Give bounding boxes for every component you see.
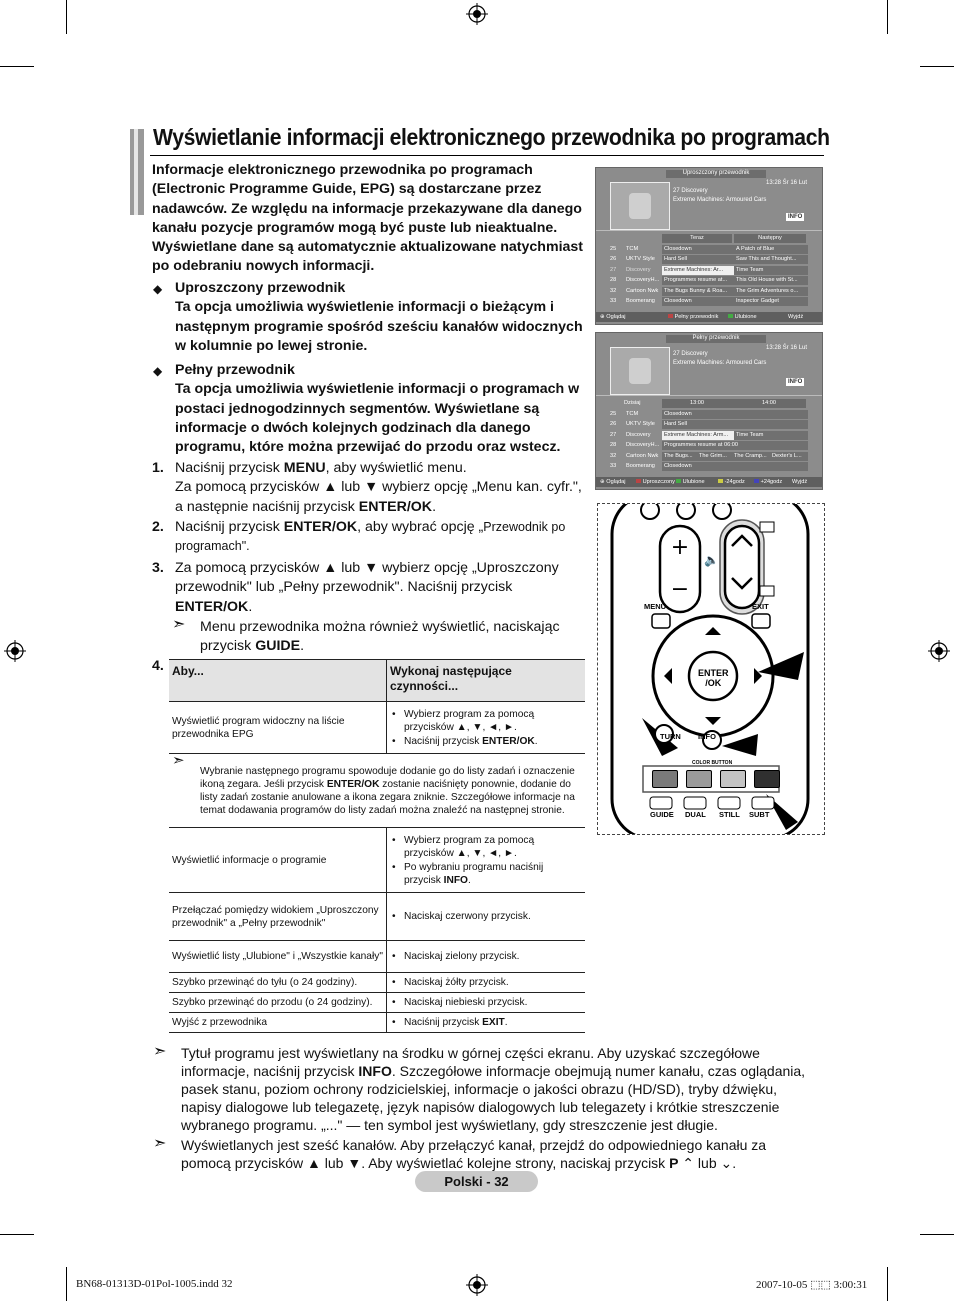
step-number: 2. bbox=[152, 519, 164, 535]
channel-number: 26 bbox=[610, 421, 617, 428]
exit-hint: Wyjdź bbox=[792, 479, 808, 485]
channel-name: Boomerang bbox=[626, 298, 655, 304]
now-program: Closedown bbox=[662, 297, 734, 306]
registration-mark-icon bbox=[466, 1274, 488, 1296]
crop-mark bbox=[0, 66, 34, 67]
diamond-bullet-icon: ◆ bbox=[153, 282, 163, 296]
program-slot: Time Team bbox=[734, 431, 808, 440]
program-thumbnail bbox=[610, 347, 670, 395]
green-key-hint: Ulubione bbox=[676, 477, 705, 487]
subtitle-button-label: SUBT bbox=[749, 810, 770, 819]
screen-channel: 27 Discovery bbox=[673, 188, 708, 194]
channel-name: UKTV Style bbox=[626, 421, 655, 428]
crop-mark bbox=[920, 66, 954, 67]
yellow-button bbox=[720, 770, 746, 788]
svg-text:−: − bbox=[670, 577, 690, 602]
crop-mark bbox=[0, 1234, 34, 1235]
program-slot: The Bugs... bbox=[662, 452, 697, 461]
crop-mark bbox=[887, 1267, 888, 1301]
next-program: A Patch of Blue bbox=[734, 245, 808, 254]
table-header: Wykonaj następujące czynności... bbox=[387, 660, 586, 702]
note-arrow-icon: ➣ bbox=[153, 1135, 167, 1152]
actions-table bbox=[169, 659, 585, 1033]
channel-name: UKTV Style bbox=[626, 256, 655, 263]
table-row: Przełączać pomiędzy widokiem „Uproszczony przewodnik" a „Pełny przewodnik" • Naciskaj czerwony przycisk. bbox=[169, 893, 585, 941]
channel-row bbox=[610, 276, 810, 285]
screen-datetime: 13:28 Śr 16 Lut bbox=[766, 180, 808, 186]
red-key-hint: Pełny przewodnik bbox=[668, 312, 718, 322]
step-number: 1. bbox=[152, 460, 164, 476]
exit-button-label: EXIT bbox=[752, 602, 769, 611]
date-slug: 2007-10-05 ⬚⬚ 3:00:31 bbox=[756, 1279, 868, 1291]
channel-name: Cartoon Nwk bbox=[626, 452, 659, 459]
channel-row bbox=[610, 297, 810, 306]
exit-hint: Wyjdź bbox=[788, 314, 804, 320]
page-title: Wyświetlanie informacji elektronicznego przewodnika po programach bbox=[153, 124, 830, 150]
channel-number: 27 bbox=[610, 266, 617, 273]
table-note-row: ➣ Wybranie następnego programu spowoduje dodanie go do listy zadań i oznaczenie ikoną zegara. Jeśli przycisk ENTER/OK zostanie naciśnięty ponownie, dodanie do listy zadań zostanie anulowane a ikona zegara zniknie. Szczegółowe informacje na temat dodawania programów do listy zadań można znaleźć na następnej stronie. bbox=[169, 754, 585, 828]
step-number: 4. bbox=[152, 658, 164, 674]
next-program: Inspector Gadget bbox=[734, 297, 808, 306]
program-slot: The Cramp... bbox=[732, 452, 770, 461]
next-program: This Old House with St... bbox=[734, 276, 808, 285]
channel-number: 26 bbox=[610, 256, 617, 263]
next-program: The Grim Adventures o... bbox=[734, 287, 808, 296]
title-accent-stripe bbox=[134, 129, 138, 215]
next-program: Saw This and Thought... bbox=[734, 255, 808, 264]
channel-number: 33 bbox=[610, 463, 617, 469]
screen-footer bbox=[596, 477, 822, 487]
table-header: Aby... bbox=[169, 660, 387, 702]
bullet-body: Ta opcja umożliwia wyświetlenie informacji o bieżącym i następnym programie spośród sześciu kanałów widocznych w kolumnie po lewej stronie. bbox=[175, 299, 583, 354]
crop-mark bbox=[920, 1234, 954, 1235]
bullet-full-guide bbox=[175, 361, 580, 457]
channel-row bbox=[610, 255, 810, 264]
info-badge: INFO bbox=[788, 379, 803, 385]
full-guide-screenshot bbox=[595, 332, 823, 490]
red-button bbox=[652, 770, 678, 788]
channel-number: 28 bbox=[610, 442, 617, 449]
program-slot: Hard Sell bbox=[662, 420, 808, 429]
program-slot: Extreme Machines: Arm... bbox=[662, 431, 734, 440]
guide-note: Menu przewodnika można również wyświetlić, naciskając przycisk GUIDE. bbox=[200, 619, 560, 655]
bullet-body: Ta opcja umożliwia wyświetlenie informacji o programach w postaci jednogodzinnych segmentów. Wyświetlane są informacje o dwóch kolejnych godzinach dla danego programu, które można przewijać do przodu oraz wstecz. bbox=[175, 381, 580, 456]
registration-mark-icon bbox=[466, 3, 488, 25]
channel-row bbox=[610, 431, 810, 440]
channel-name: TCM bbox=[626, 411, 639, 417]
channel-row bbox=[610, 287, 810, 296]
crop-mark bbox=[887, 0, 888, 34]
dual-button-label: DUAL bbox=[685, 810, 706, 819]
channel-name: DiscoveryH... bbox=[626, 442, 660, 449]
red-key-hint: Uproszczony bbox=[636, 477, 675, 487]
info-note: Tytuł programu jest wyświetlany na środku w górnej części ekranu. Aby uzyskać szczegółowe informacje, naciśnij przycisk INFO. Szczegółowe informacje obejmują numer kanału, czas oglądania, pasek stanu, poziom ochrony rodzicielskiej, informacje o jakości obrazu (HD/SD), tryby dźwięku, napisy dialogowe lub telegazetę, język napisów dialogowych lub telegazety i krótkie streszczenie wybranego programu. „..." — ten symbol jest wyświetlany, gdy streszczenie jest długie. bbox=[181, 1045, 806, 1133]
table-row: Wyświetlić program widoczny na liście przewodnika EPG • Wybierz program za pomocą przycisków ▲, ▼, ◄, ►. • Naciśnij przycisk ENTER/OK. bbox=[169, 702, 585, 754]
channel-row bbox=[610, 245, 810, 254]
column-header: Teraz bbox=[662, 234, 732, 243]
channel-row bbox=[610, 452, 810, 461]
note-arrow-icon: ➣ bbox=[172, 616, 186, 633]
table-row: Szybko przewinąć do przodu (o 24 godziny). • Naciskaj niebieski przycisk. bbox=[169, 993, 585, 1013]
bullet-simple-guide bbox=[175, 279, 590, 356]
step-2: Naciśnij przycisk ENTER/OK, aby wybrać opcję „Przewodnik po programach". bbox=[175, 519, 566, 554]
svg-text:🔈: 🔈 bbox=[704, 553, 719, 567]
screen-program: Extreme Machines: Armoured Cars bbox=[673, 360, 767, 366]
diamond-bullet-icon: ◆ bbox=[153, 364, 163, 378]
step-number: 3. bbox=[152, 560, 164, 576]
now-program: Programmes resume at... bbox=[662, 276, 734, 285]
info-button-label: INFO bbox=[698, 732, 716, 741]
channel-name: TCM bbox=[626, 246, 639, 252]
green-key-hint: Ulubione bbox=[728, 312, 757, 322]
bullet-head: Pełny przewodnik bbox=[175, 362, 295, 378]
channel-row bbox=[610, 462, 810, 471]
blue-button bbox=[754, 770, 780, 788]
page-number-badge: Polski - 32 bbox=[415, 1171, 538, 1192]
watch-hint: ⊕ Oglądaj bbox=[600, 314, 626, 320]
program-thumbnail bbox=[610, 182, 670, 230]
enter-button-label: ENTER /OK bbox=[698, 668, 729, 688]
crop-mark bbox=[66, 1267, 67, 1301]
timeline-header: 13:00 14:00 bbox=[662, 399, 806, 408]
registration-mark-icon bbox=[928, 640, 950, 662]
channel-number: 25 bbox=[610, 411, 617, 417]
now-program: Hard Sell bbox=[662, 255, 734, 264]
now-program: Extreme Machines: Ar... bbox=[662, 266, 734, 275]
channel-row bbox=[610, 410, 810, 419]
channel-row bbox=[610, 266, 810, 275]
step-3: Za pomocą przycisków ▲ lub ▼ wybierz opcję „Uproszczony przewodnik" lub „Pełny przewodnik". Naciśnij przycisk ENTER/OK. bbox=[175, 560, 559, 615]
bullet-head: Uproszczony przewodnik bbox=[175, 280, 346, 296]
screen-program: Extreme Machines: Armoured Cars bbox=[673, 197, 767, 203]
note-arrow-icon: ➣ bbox=[172, 752, 185, 769]
day-label: Dzisiaj bbox=[624, 400, 641, 406]
channel-number: 28 bbox=[610, 277, 617, 284]
registration-mark-icon bbox=[4, 640, 26, 662]
program-slot: Closedown bbox=[662, 462, 808, 471]
channel-number: 32 bbox=[610, 452, 617, 459]
watch-hint: ⊕ Oglądaj bbox=[600, 479, 626, 485]
screen-header: Uproszczony przewodnik bbox=[666, 170, 766, 178]
screen-footer bbox=[596, 312, 822, 322]
channel-number: 33 bbox=[610, 298, 617, 304]
blue-key-hint: +24godz bbox=[754, 477, 782, 487]
screen-channel: 27 Discovery bbox=[673, 351, 708, 357]
crop-mark bbox=[66, 0, 67, 34]
now-program: Closedown bbox=[662, 245, 734, 254]
yellow-key-hint: -24godz bbox=[718, 477, 745, 487]
channel-row bbox=[610, 420, 810, 429]
intro-paragraph: Informacje elektronicznego przewodnika po programach (Electronic Programme Guide, EPG) są dostarczane przez nadawców. Ze względu na informacje przekazywane dla danego kanału pozycje programów mogą być puste lub nieaktualne. Wyświetlane dane są automatycznie aktualizowane natychmiast po odebraniu nowych informacji. bbox=[152, 162, 584, 275]
table-row: Szybko przewinąć do tyłu (o 24 godziny). • Naciskaj żółty przycisk. bbox=[169, 973, 585, 993]
info-badge: INFO bbox=[788, 214, 803, 220]
svg-text:+: + bbox=[670, 535, 690, 560]
screen-header: Pełny przewodnik bbox=[666, 335, 766, 343]
table-row: Wyświetlić listy „Ulubione" i „Wszystkie kanały" • Naciskaj zielony przycisk. bbox=[169, 941, 585, 973]
program-slot: Dexter's L... bbox=[770, 452, 808, 461]
green-button bbox=[686, 770, 712, 788]
next-program: Time Team bbox=[734, 266, 808, 275]
channel-number: 25 bbox=[610, 246, 617, 252]
now-program: The Bugs Bunny & Roa... bbox=[662, 287, 734, 296]
still-button-label: STILL bbox=[719, 810, 740, 819]
menu-button-label: MENU bbox=[644, 602, 667, 611]
simple-guide-screenshot bbox=[595, 167, 823, 325]
channel-name: Discovery bbox=[626, 266, 651, 273]
program-slot: Closedown bbox=[662, 410, 808, 419]
channel-name: Cartoon Nwk bbox=[626, 287, 659, 294]
program-slot: The Grim... bbox=[697, 452, 732, 461]
channel-name: DiscoveryH... bbox=[626, 277, 660, 284]
return-button-label: TURN bbox=[660, 732, 681, 741]
step-1: Naciśnij przycisk MENU, aby wyświetlić menu. Za pomocą przycisków ▲ lub ▼ wybierz opcję „Menu kan. cyfr.", a następnie naciśnij przycisk ENTER/OK. bbox=[175, 460, 582, 515]
channel-number: 27 bbox=[610, 431, 617, 438]
note-arrow-icon: ➣ bbox=[153, 1043, 167, 1060]
channel-name: Discovery bbox=[626, 431, 651, 438]
table-row: Wyświetlić informacje o programie • Wybierz program za pomocą przycisków ▲, ▼, ◄, ►. • Po wybraniu programu naciśnij przycisk INFO. bbox=[169, 828, 585, 893]
column-header: Następny bbox=[734, 234, 806, 243]
screen-datetime: 13:28 Śr 16 Lut bbox=[766, 345, 808, 351]
channel-note: Wyświetlanych jest sześć kanałów. Aby przełączyć kanał, przejdź do odpowiedniego kanału za pomocą przycisków ▲ lub ▼. Aby wyświetlać kolejne strony, naciskaj przycisk P ⌃ lub ⌄. bbox=[181, 1137, 767, 1171]
color-button-label: COLOR BUTTON bbox=[692, 760, 733, 766]
channel-row bbox=[610, 441, 810, 450]
file-slug: BN68-01313D-01Pol-1005.indd 32 bbox=[76, 1278, 233, 1290]
program-slot: Programmes resume at 06:00 bbox=[662, 441, 808, 450]
guide-button-label: GUIDE bbox=[650, 810, 674, 819]
channel-name: Boomerang bbox=[626, 463, 655, 469]
title-rule bbox=[150, 155, 824, 156]
remote-control-illustration bbox=[597, 503, 825, 835]
channel-number: 32 bbox=[610, 287, 617, 294]
table-row: Wyjść z przewodnika • Naciśnij przycisk EXIT. bbox=[169, 1013, 585, 1033]
